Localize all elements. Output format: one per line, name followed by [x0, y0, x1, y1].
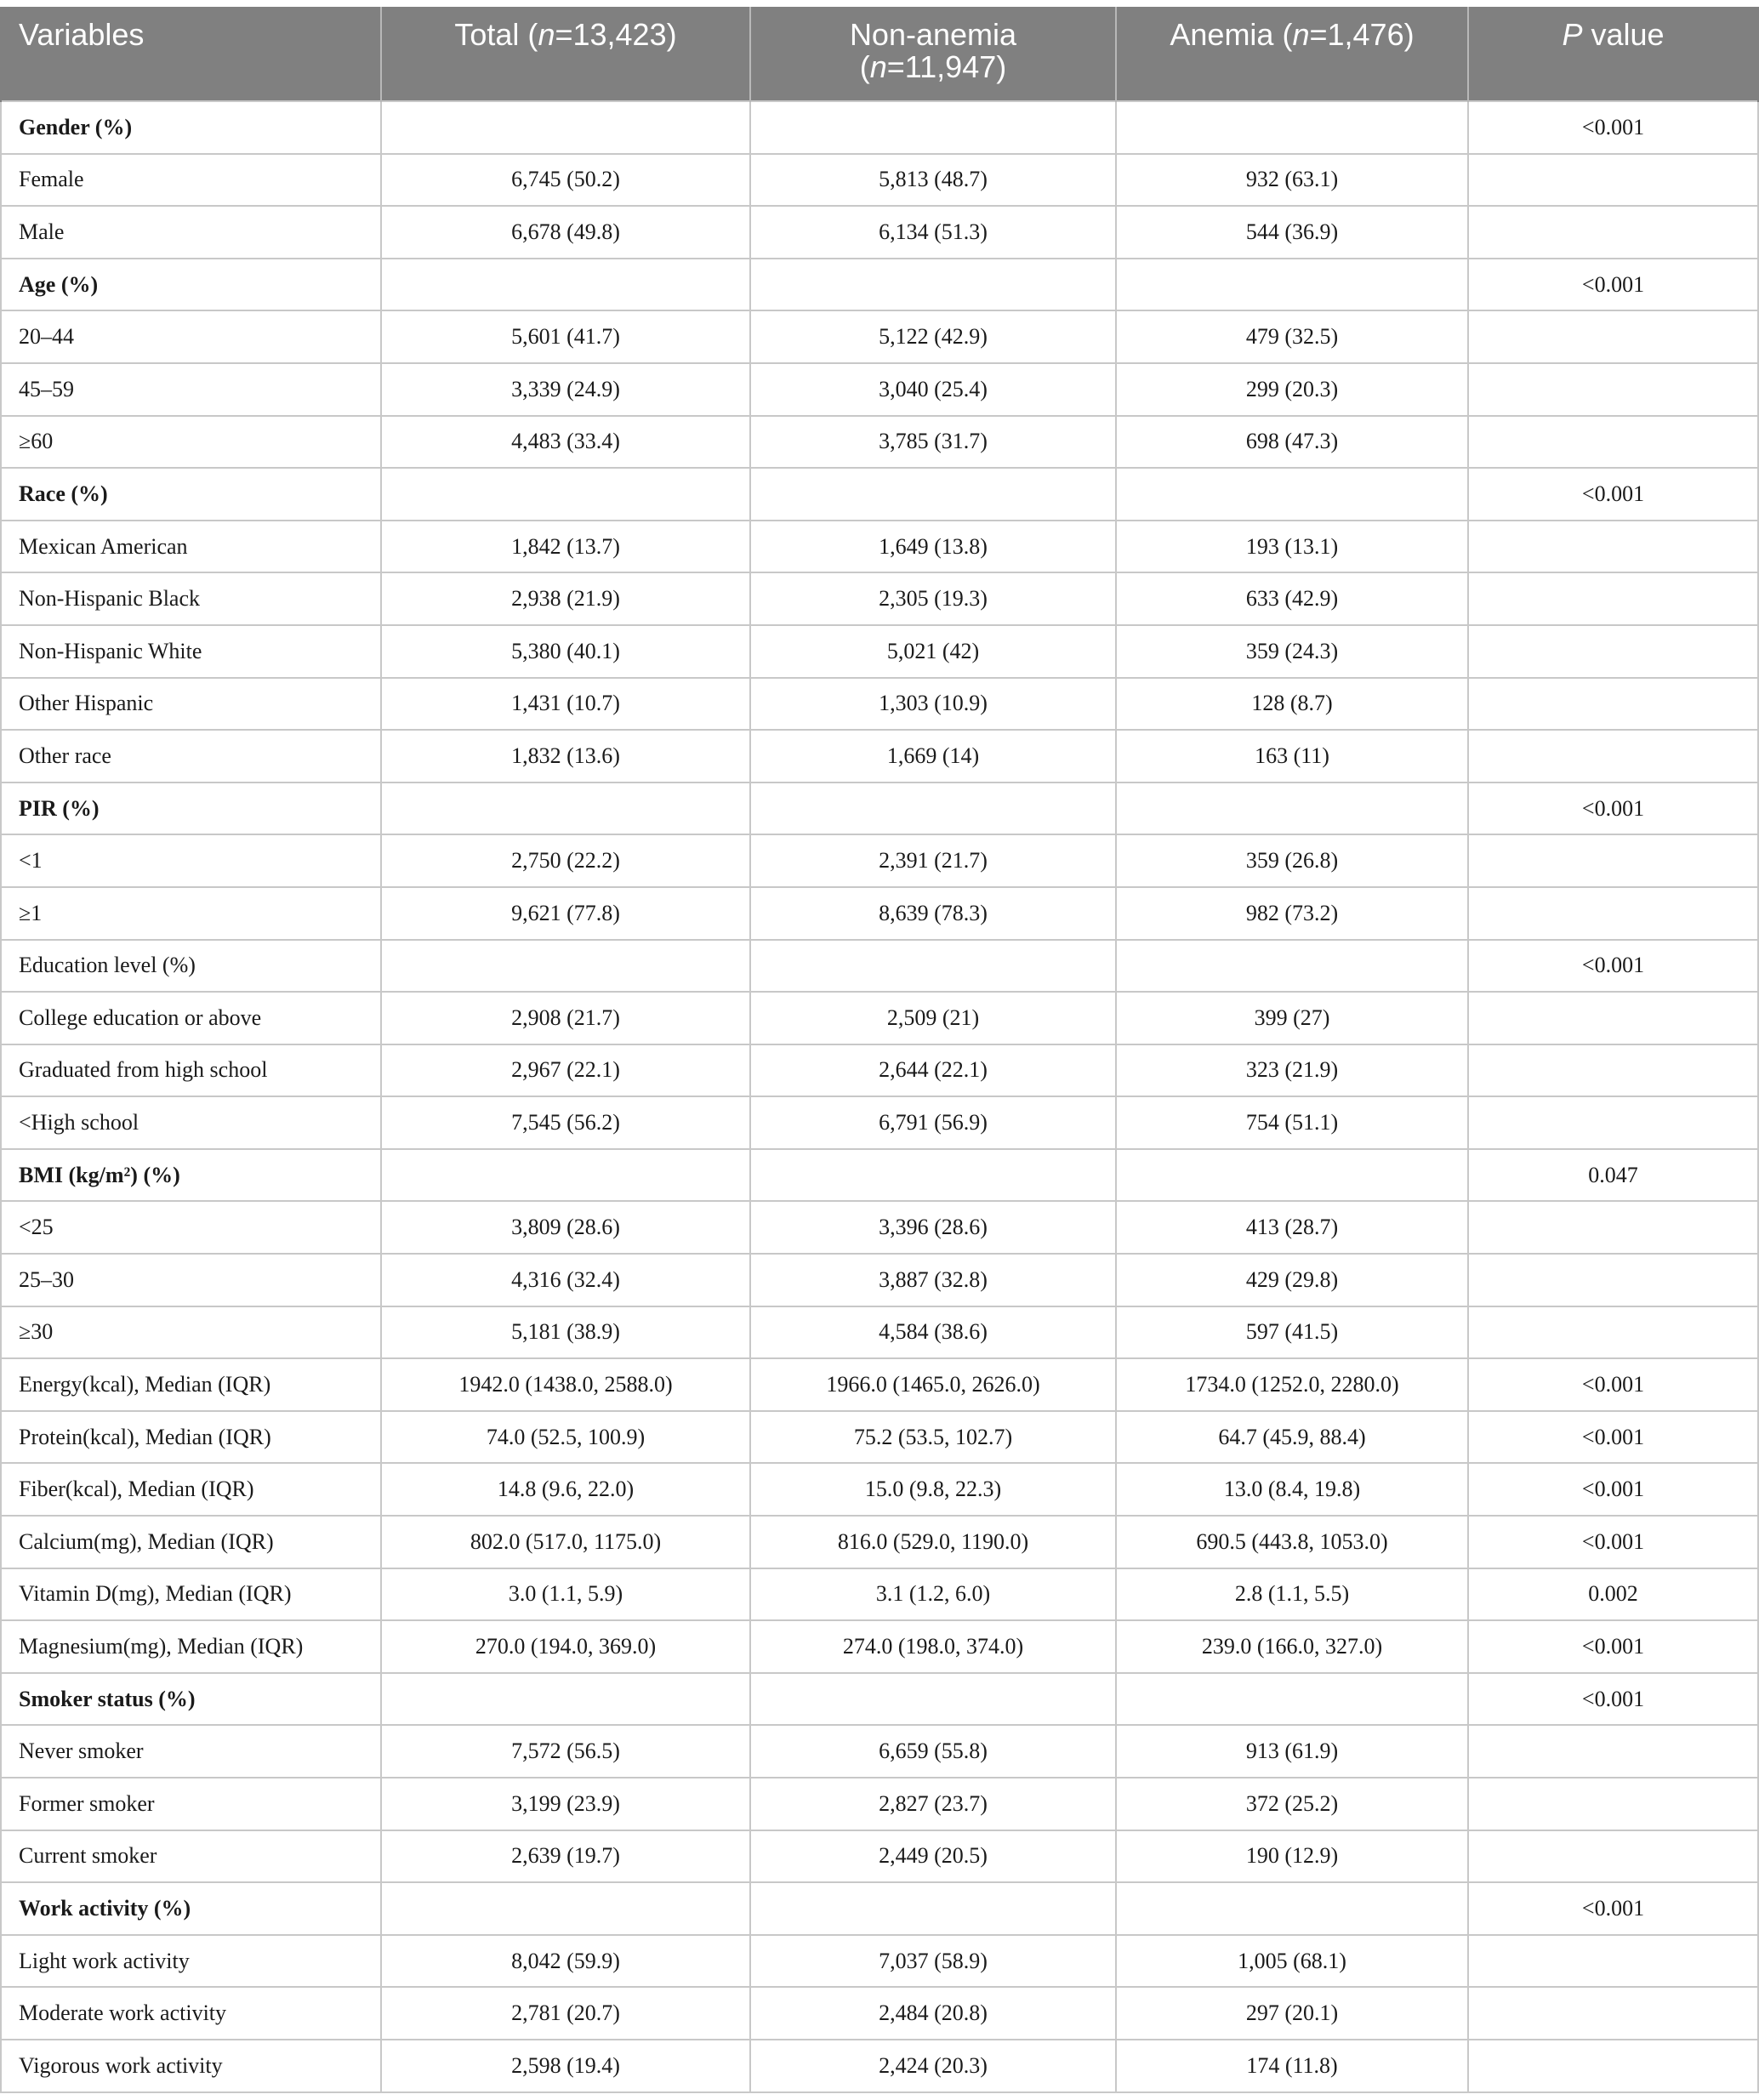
- p-value-cell: [1468, 625, 1758, 678]
- p-value-cell: [1468, 678, 1758, 731]
- total-cell: 2,639 (19.7): [381, 1830, 750, 1883]
- total-cell: 7,545 (56.2): [381, 1096, 750, 1149]
- total-cell: 1942.0 (1438.0, 2588.0): [381, 1358, 750, 1411]
- p-value-cell: [1468, 154, 1758, 207]
- anemia-cell: 297 (20.1): [1116, 1987, 1468, 2040]
- table-row: [1, 363, 1758, 416]
- table-row: [1, 468, 1758, 521]
- total-cell: 2,598 (19.4): [381, 2040, 750, 2092]
- total-cell: 7,572 (56.5): [381, 1725, 750, 1778]
- table-body: [1, 101, 1758, 2092]
- row-label: Non-Hispanic Black: [1, 572, 381, 625]
- total-cell: 3.0 (1.1, 5.9): [381, 1568, 750, 1621]
- anemia-cell: 174 (11.8): [1116, 2040, 1468, 2092]
- p-value-cell: [1468, 1306, 1758, 1359]
- p-value-cell: [1468, 1254, 1758, 1306]
- anemia-cell: 982 (73.2): [1116, 887, 1468, 940]
- non-anemia-cell: 6,134 (51.3): [750, 206, 1116, 259]
- total-cell: 802.0 (517.0, 1175.0): [381, 1516, 750, 1568]
- table-row: [1, 1463, 1758, 1516]
- row-label: Magnesium(mg), Median (IQR): [1, 1620, 381, 1673]
- p-value-cell: [1468, 1201, 1758, 1254]
- table-row: [1, 730, 1758, 783]
- non-anemia-cell: 2,391 (21.7): [750, 834, 1116, 887]
- p-value-cell: [1468, 730, 1758, 783]
- row-label: Never smoker: [1, 1725, 381, 1778]
- p-value-cell: [1468, 887, 1758, 940]
- header-total-pre: Total (: [454, 17, 538, 52]
- anemia-cell: [1116, 101, 1468, 154]
- anemia-cell: 1734.0 (1252.0, 2280.0): [1116, 1358, 1468, 1411]
- header-anemia-pre: Anemia (: [1170, 17, 1293, 52]
- total-cell: 4,316 (32.4): [381, 1254, 750, 1306]
- total-cell: 3,199 (23.9): [381, 1778, 750, 1830]
- header-non-anemia-line1: Non-anemia: [849, 17, 1017, 52]
- row-label: Education level (%): [1, 940, 381, 993]
- total-cell: 2,781 (20.7): [381, 1987, 750, 2040]
- table-row: [1, 887, 1758, 940]
- non-anemia-cell: 3,396 (28.6): [750, 1201, 1116, 1254]
- table-row: [1, 1882, 1758, 1935]
- row-label: Non-Hispanic White: [1, 625, 381, 678]
- total-cell: [381, 1882, 750, 1935]
- non-anemia-cell: [750, 259, 1116, 311]
- anemia-cell: 399 (27): [1116, 992, 1468, 1044]
- table-row: [1, 1830, 1758, 1883]
- non-anemia-cell: 5,813 (48.7): [750, 154, 1116, 207]
- anemia-cell: 633 (42.9): [1116, 572, 1468, 625]
- total-cell: 4,483 (33.4): [381, 416, 750, 469]
- row-label: Vigorous work activity: [1, 2040, 381, 2092]
- non-anemia-cell: [750, 101, 1116, 154]
- total-cell: 74.0 (52.5, 100.9): [381, 1411, 750, 1464]
- row-label: 25–30: [1, 1254, 381, 1306]
- non-anemia-cell: 2,827 (23.7): [750, 1778, 1116, 1830]
- p-value-cell: [1468, 416, 1758, 469]
- total-cell: [381, 468, 750, 521]
- table-row: [1, 1149, 1758, 1202]
- non-anemia-cell: 75.2 (53.5, 102.7): [750, 1411, 1116, 1464]
- non-anemia-cell: 816.0 (529.0, 1190.0): [750, 1516, 1116, 1568]
- non-anemia-cell: 4,584 (38.6): [750, 1306, 1116, 1359]
- row-label: Race (%): [1, 468, 381, 521]
- anemia-cell: [1116, 1673, 1468, 1726]
- total-cell: [381, 101, 750, 154]
- anemia-cell: 128 (8.7): [1116, 678, 1468, 731]
- total-cell: [381, 940, 750, 993]
- header-variables: [1, 7, 381, 101]
- row-label: 45–59: [1, 363, 381, 416]
- p-value-cell: [1468, 521, 1758, 573]
- header-anemia: [1116, 7, 1468, 101]
- p-value-cell: [1468, 1987, 1758, 2040]
- total-cell: 9,621 (77.8): [381, 887, 750, 940]
- anemia-cell: 479 (32.5): [1116, 310, 1468, 363]
- p-value-cell: [1468, 992, 1758, 1044]
- row-label: Other race: [1, 730, 381, 783]
- anemia-cell: 323 (21.9): [1116, 1044, 1468, 1097]
- header-total-n: n: [538, 17, 555, 52]
- total-cell: 2,967 (22.1): [381, 1044, 750, 1097]
- header-p-value: [1468, 7, 1758, 101]
- table-row: [1, 1516, 1758, 1568]
- anemia-cell: 190 (12.9): [1116, 1830, 1468, 1883]
- non-anemia-cell: [750, 940, 1116, 993]
- row-label: Work activity (%): [1, 1882, 381, 1935]
- table-row: [1, 154, 1758, 207]
- table-row: [1, 2040, 1758, 2092]
- anemia-cell: 690.5 (443.8, 1053.0): [1116, 1516, 1468, 1568]
- row-label: Fiber(kcal), Median (IQR): [1, 1463, 381, 1516]
- p-value-cell: <0.001: [1468, 1358, 1758, 1411]
- header-anemia-n: n: [1292, 17, 1310, 52]
- non-anemia-cell: 2,509 (21): [750, 992, 1116, 1044]
- row-label: Gender (%): [1, 101, 381, 154]
- total-cell: 2,750 (22.2): [381, 834, 750, 887]
- table-row: [1, 259, 1758, 311]
- anemia-cell: 597 (41.5): [1116, 1306, 1468, 1359]
- non-anemia-cell: 3.1 (1.2, 6.0): [750, 1568, 1116, 1621]
- non-anemia-cell: 1,649 (13.8): [750, 521, 1116, 573]
- p-value-cell: [1468, 1935, 1758, 1988]
- non-anemia-cell: 5,021 (42): [750, 625, 1116, 678]
- p-value-cell: <0.001: [1468, 1516, 1758, 1568]
- p-value-cell: <0.001: [1468, 1673, 1758, 1726]
- row-label: Vitamin D(mg), Median (IQR): [1, 1568, 381, 1621]
- row-label: 20–44: [1, 310, 381, 363]
- non-anemia-cell: [750, 783, 1116, 835]
- non-anemia-cell: [750, 1673, 1116, 1726]
- row-label: Energy(kcal), Median (IQR): [1, 1358, 381, 1411]
- p-value-cell: [1468, 834, 1758, 887]
- total-cell: 8,042 (59.9): [381, 1935, 750, 1988]
- p-value-cell: <0.001: [1468, 940, 1758, 993]
- p-value-cell: <0.001: [1468, 1411, 1758, 1464]
- total-cell: 6,678 (49.8): [381, 206, 750, 259]
- row-label: BMI (kg/m²) (%): [1, 1149, 381, 1202]
- row-label: Age (%): [1, 259, 381, 311]
- anemia-cell: 932 (63.1): [1116, 154, 1468, 207]
- non-anemia-cell: 2,449 (20.5): [750, 1830, 1116, 1883]
- total-cell: 5,181 (38.9): [381, 1306, 750, 1359]
- non-anemia-cell: 6,791 (56.9): [750, 1096, 1116, 1149]
- anemia-cell: 359 (26.8): [1116, 834, 1468, 887]
- header-non-anemia-n: n: [869, 49, 887, 84]
- anemia-cell: 413 (28.7): [1116, 1201, 1468, 1254]
- anemia-cell: [1116, 259, 1468, 311]
- anemia-cell: 299 (20.3): [1116, 363, 1468, 416]
- non-anemia-cell: 3,887 (32.8): [750, 1254, 1116, 1306]
- total-cell: 5,380 (40.1): [381, 625, 750, 678]
- header-non-anemia-paren: (: [859, 49, 870, 84]
- total-cell: 1,832 (13.6): [381, 730, 750, 783]
- characteristics-table: [0, 7, 1759, 2093]
- row-label: Smoker status (%): [1, 1673, 381, 1726]
- total-cell: 3,339 (24.9): [381, 363, 750, 416]
- p-value-cell: [1468, 2040, 1758, 2092]
- non-anemia-cell: 2,644 (22.1): [750, 1044, 1116, 1097]
- table-row: [1, 992, 1758, 1044]
- anemia-cell: 698 (47.3): [1116, 416, 1468, 469]
- header-total: [381, 7, 750, 101]
- non-anemia-cell: [750, 1149, 1116, 1202]
- p-value-cell: [1468, 572, 1758, 625]
- table-row: [1, 101, 1758, 154]
- non-anemia-cell: 5,122 (42.9): [750, 310, 1116, 363]
- total-cell: 14.8 (9.6, 22.0): [381, 1463, 750, 1516]
- table-row: [1, 1044, 1758, 1097]
- row-label: ≥30: [1, 1306, 381, 1359]
- non-anemia-cell: [750, 1882, 1116, 1935]
- table-row: [1, 1673, 1758, 1726]
- total-cell: 2,938 (21.9): [381, 572, 750, 625]
- row-label: Other Hispanic: [1, 678, 381, 731]
- total-cell: 6,745 (50.2): [381, 154, 750, 207]
- p-value-cell: <0.001: [1468, 1620, 1758, 1673]
- table-header: [1, 7, 1758, 101]
- table-row: [1, 1725, 1758, 1778]
- p-value-cell: <0.001: [1468, 101, 1758, 154]
- row-label: Female: [1, 154, 381, 207]
- p-value-cell: <0.001: [1468, 468, 1758, 521]
- table-row: [1, 783, 1758, 835]
- row-label: Light work activity: [1, 1935, 381, 1988]
- table-row: [1, 572, 1758, 625]
- total-cell: 1,842 (13.7): [381, 521, 750, 573]
- table-row: [1, 521, 1758, 573]
- row-label: College education or above: [1, 992, 381, 1044]
- p-value-cell: <0.001: [1468, 1882, 1758, 1935]
- p-value-cell: [1468, 1725, 1758, 1778]
- anemia-cell: 429 (29.8): [1116, 1254, 1468, 1306]
- row-label: <1: [1, 834, 381, 887]
- header-row: [1, 7, 1758, 101]
- anemia-cell: 372 (25.2): [1116, 1778, 1468, 1830]
- header-non-anemia-post: =11,947): [886, 49, 1007, 84]
- table-row: [1, 1987, 1758, 2040]
- table-row: [1, 678, 1758, 731]
- anemia-cell: [1116, 783, 1468, 835]
- total-cell: [381, 1673, 750, 1726]
- total-cell: 3,809 (28.6): [381, 1201, 750, 1254]
- anemia-cell: [1116, 1882, 1468, 1935]
- row-label: Mexican American: [1, 521, 381, 573]
- p-value-cell: [1468, 310, 1758, 363]
- table-row: [1, 1935, 1758, 1988]
- header-non-anemia: [750, 7, 1116, 101]
- table-row: [1, 834, 1758, 887]
- row-label: Male: [1, 206, 381, 259]
- non-anemia-cell: 6,659 (55.8): [750, 1725, 1116, 1778]
- non-anemia-cell: 1,669 (14): [750, 730, 1116, 783]
- total-cell: [381, 259, 750, 311]
- anemia-cell: 2.8 (1.1, 5.5): [1116, 1568, 1468, 1621]
- row-label: Former smoker: [1, 1778, 381, 1830]
- table-row: [1, 1254, 1758, 1306]
- table-row: [1, 1096, 1758, 1149]
- header-total-post: =13,423): [555, 17, 677, 52]
- p-value-cell: [1468, 1044, 1758, 1097]
- table-row: [1, 1358, 1758, 1411]
- anemia-cell: 13.0 (8.4, 19.8): [1116, 1463, 1468, 1516]
- anemia-cell: [1116, 468, 1468, 521]
- total-cell: [381, 1149, 750, 1202]
- non-anemia-cell: [750, 468, 1116, 521]
- anemia-cell: 754 (51.1): [1116, 1096, 1468, 1149]
- p-value-cell: [1468, 1778, 1758, 1830]
- row-label: <High school: [1, 1096, 381, 1149]
- row-label: Graduated from high school: [1, 1044, 381, 1097]
- anemia-cell: 544 (36.9): [1116, 206, 1468, 259]
- p-value-cell: [1468, 1096, 1758, 1149]
- anemia-cell: [1116, 940, 1468, 993]
- row-label: ≥1: [1, 887, 381, 940]
- table-row: [1, 940, 1758, 993]
- p-value-cell: 0.002: [1468, 1568, 1758, 1621]
- p-value-cell: [1468, 363, 1758, 416]
- p-value-cell: <0.001: [1468, 1463, 1758, 1516]
- row-label: Protein(kcal), Median (IQR): [1, 1411, 381, 1464]
- non-anemia-cell: 8,639 (78.3): [750, 887, 1116, 940]
- total-cell: 5,601 (41.7): [381, 310, 750, 363]
- row-label: <25: [1, 1201, 381, 1254]
- header-p-post: value: [1582, 17, 1665, 52]
- non-anemia-cell: 7,037 (58.9): [750, 1935, 1116, 1988]
- non-anemia-cell: 15.0 (9.8, 22.3): [750, 1463, 1116, 1516]
- row-label: PIR (%): [1, 783, 381, 835]
- total-cell: 2,908 (21.7): [381, 992, 750, 1044]
- non-anemia-cell: 1966.0 (1465.0, 2626.0): [750, 1358, 1116, 1411]
- non-anemia-cell: 3,785 (31.7): [750, 416, 1116, 469]
- non-anemia-cell: 274.0 (198.0, 374.0): [750, 1620, 1116, 1673]
- row-label: Moderate work activity: [1, 1987, 381, 2040]
- anemia-cell: 913 (61.9): [1116, 1725, 1468, 1778]
- table-row: [1, 310, 1758, 363]
- table-row: [1, 1568, 1758, 1621]
- table-row: [1, 1201, 1758, 1254]
- total-cell: 270.0 (194.0, 369.0): [381, 1620, 750, 1673]
- table-row: [1, 1306, 1758, 1359]
- row-label: Calcium(mg), Median (IQR): [1, 1516, 381, 1568]
- table-row: [1, 1778, 1758, 1830]
- anemia-cell: [1116, 1149, 1468, 1202]
- anemia-cell: 64.7 (45.9, 88.4): [1116, 1411, 1468, 1464]
- table-row: [1, 1411, 1758, 1464]
- table-row: [1, 416, 1758, 469]
- total-cell: 1,431 (10.7): [381, 678, 750, 731]
- p-value-cell: 0.047: [1468, 1149, 1758, 1202]
- table-row: [1, 1620, 1758, 1673]
- table-row: [1, 206, 1758, 259]
- header-p-italic: P: [1562, 17, 1583, 52]
- anemia-cell: 163 (11): [1116, 730, 1468, 783]
- total-cell: [381, 783, 750, 835]
- anemia-cell: 239.0 (166.0, 327.0): [1116, 1620, 1468, 1673]
- p-value-cell: <0.001: [1468, 259, 1758, 311]
- non-anemia-cell: 2,484 (20.8): [750, 1987, 1116, 2040]
- anemia-cell: 359 (24.3): [1116, 625, 1468, 678]
- non-anemia-cell: 3,040 (25.4): [750, 363, 1116, 416]
- p-value-cell: [1468, 206, 1758, 259]
- table-row: [1, 625, 1758, 678]
- p-value-cell: <0.001: [1468, 783, 1758, 835]
- header-variables-text: Variables: [19, 17, 145, 52]
- non-anemia-cell: 2,424 (20.3): [750, 2040, 1116, 2092]
- non-anemia-cell: 2,305 (19.3): [750, 572, 1116, 625]
- anemia-cell: 193 (13.1): [1116, 521, 1468, 573]
- row-label: Current smoker: [1, 1830, 381, 1883]
- header-anemia-post: =1,476): [1309, 17, 1415, 52]
- p-value-cell: [1468, 1830, 1758, 1883]
- row-label: ≥60: [1, 416, 381, 469]
- anemia-cell: 1,005 (68.1): [1116, 1935, 1468, 1988]
- non-anemia-cell: 1,303 (10.9): [750, 678, 1116, 731]
